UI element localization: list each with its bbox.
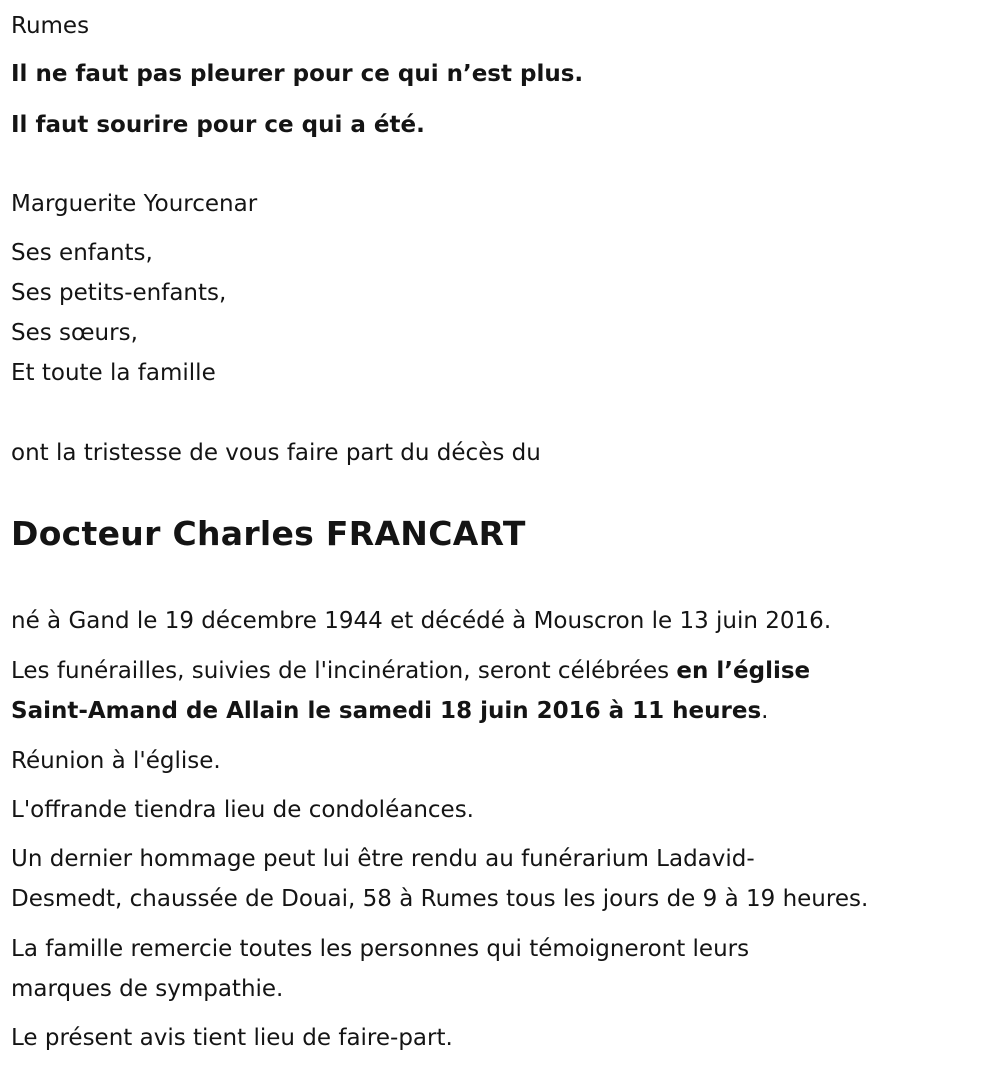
funeral-text: Les funérailles, suivies de l'incinération, seront célébrées: [11, 658, 677, 684]
family-line: Ses sœurs,: [11, 320, 138, 346]
funeral-line-1: [11, 656, 810, 686]
tribute-line-1: Un dernier hommage peut lui être rendu au funérarium Ladavid-: [11, 846, 755, 872]
location-text: Rumes: [11, 13, 90, 39]
funeral-date-place: Saint-Amand de Allain le samedi 18 juin 2016 à 11 heures: [11, 698, 762, 724]
funeral-line-2: [11, 696, 768, 726]
thanks-line-2: marques de sympathie.: [11, 976, 284, 1002]
offering-text: L'offrande tiendra lieu de condoléances.: [11, 797, 474, 823]
family-line: Ses enfants,: [11, 240, 153, 266]
quote-line-2: Il faut sourire pour ce qui a été.: [11, 112, 425, 138]
tribute-line-2: Desmedt, chaussée de Douai, 58 à Rumes tous les jours de 9 à 19 heures.: [11, 886, 869, 912]
funeral-period: .: [761, 698, 769, 724]
birth-death-text: né à Gand le 19 décembre 1944 et décédé à Mouscron le 13 juin 2016.: [11, 608, 832, 634]
notice-text: Le présent avis tient lieu de faire-part.: [11, 1025, 453, 1051]
deceased-name: Docteur Charles FRANCART: [11, 514, 526, 553]
quote-line-1: Il ne faut pas pleurer pour ce qui n’est plus.: [11, 61, 584, 87]
family-line: Et toute la famille: [11, 360, 216, 386]
meeting-text: Réunion à l'église.: [11, 748, 221, 774]
announcement-text: ont la tristesse de vous faire part du décès du: [11, 440, 541, 466]
family-line: Ses petits-enfants,: [11, 280, 227, 306]
thanks-line-1: La famille remercie toutes les personnes qui témoigneront leurs: [11, 936, 750, 962]
funeral-church: en l’église: [676, 658, 811, 684]
quote-author: Marguerite Yourcenar: [11, 191, 258, 217]
